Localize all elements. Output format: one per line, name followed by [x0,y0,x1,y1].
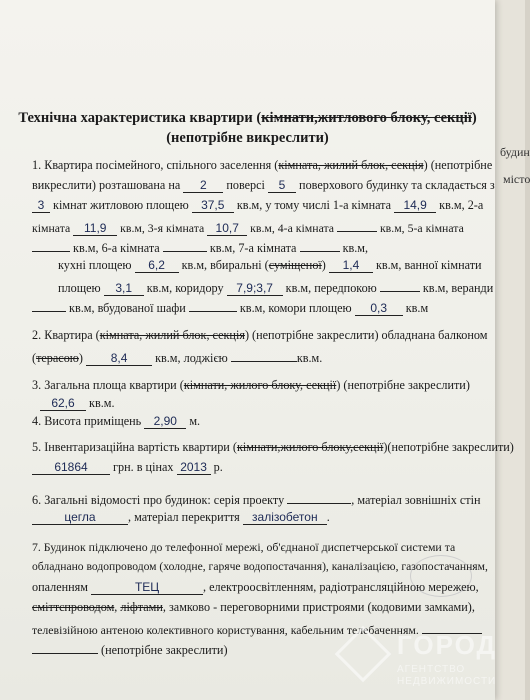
veranda-field [32,298,66,312]
section-7-line-1: 7. Будинок підключено до телефонної мережі, об'єднаної диспетчерської системи та [32,540,456,554]
section-1-line-4: кімната 11,9 кв.м, 3-я кімната 10,7 кв.м, 4-а кімната кв.м, 5-а кімната [32,218,464,236]
section-2-line-1: 2. Квартира (кімната, жилий блок, секція) (непотрібне закреслити) обладнана балконом [32,328,488,342]
faint-stamp [410,555,472,597]
document-title: Технічна характеристика квартири (кімнати,житлового блоку, секції) [18,110,477,126]
section-1-line-1: 1. Квартира посімейного, спільного заселення (кімната, жилий блок, секція) (непотрібне [32,158,493,172]
diamond-logo-icon [335,626,392,683]
section-7-line-4: сміттєпроводом, ліфтами, замково - переговорними пристроями (кодовими замками), [32,600,475,614]
pantry-field: 0,3 [355,302,403,316]
section-7-line-5: телевізійною антеною колективного користування, кабельним телебаченням. [32,620,482,638]
section-7-line-6: (непотрібне закреслити) [32,640,228,658]
section-1-line-5: кв.м, 6-а кімната кв.м, 7-а кімната кв.м, [32,238,368,256]
adjacent-page-text: місто [503,172,530,186]
bathroom-field: 3,1 [104,282,144,296]
living-area-field: 37,5 [192,199,234,213]
height-field: 2,90 [144,415,186,429]
section-1-line-3: 3 кімнат житловою площею 37,5 кв.м, у тому числі 1-а кімната 14,9 кв.м, 2-а [32,198,483,213]
cable-field-2 [32,640,98,654]
section-1-line-6: кухні площею 6,2 кв.м, вбиральні (суміщеної) 1,4 кв.м, ванної кімнати [58,258,482,272]
room-6-field [163,238,207,252]
heating-field: ТЕЦ [91,581,203,595]
adjacent-page-text: будин [500,145,530,159]
section-2-line-2: (терасою) 8,4 кв.м, лоджією кв.м. [32,348,322,366]
series-field [287,490,351,504]
balcony-field: 8,4 [86,352,152,366]
closet-field [189,298,237,312]
section-1-line-8: кв.м, вбудованої шафи кв.м, комори площею 0,3 кв.м [32,298,428,316]
section-5-line-2: 61864 грн. в цінах 2013 р. [32,460,223,475]
rooms-count-field: 3 [32,199,50,213]
year-field: 2013 [177,461,211,475]
section-6-line-1: 6. Загальні відомості про будинок: серія проекту , матеріал зовнішніх стін [32,490,481,508]
floor-field: 2 [183,179,223,193]
walls-field: цегла [32,511,128,525]
section-1-line-7: площею 3,1 кв.м, коридору 7,9;3,7 кв.м, передпокою кв.м, веранди [58,278,493,296]
section-4-line: 4. Висота приміщень 2,90 м. [32,414,201,428]
floors-total-field: 5 [268,179,296,193]
section-3-line-1: 3. Загальна площа квартири (кімнати, жилого блоку, секції) (непотрібне закреслити) [32,378,470,392]
agency-watermark [335,628,498,698]
room-7-field [300,238,340,252]
loggia-field [231,348,297,362]
room-4-field [337,218,377,232]
room-5-field [32,238,70,252]
room-3-field: 10,7 [207,222,247,236]
room-2-field: 11,9 [73,222,117,236]
watermark-title: ГОРОД [397,630,498,660]
corridor-field: 7,9;3,7 [227,282,283,296]
watermark-subtitle: АГЕНТСТВО НЕДВИЖИМОСТИ [397,664,497,687]
section-5-line-1: 5. Інвентаризаційна вартість квартири (кімнати,жилого блоку,секції)(непотрібне закреслити) [32,440,514,454]
section-7-line-3: опаленням ТЕЦ , електроосвітленням, радіотрансляційною мережею, [32,580,479,594]
kitchen-field: 6,2 [135,259,179,273]
section-7-line-2: обладнано водопроводом (холодне, гаряче водопостачання), каналізацією, газопостачанням, [32,560,488,573]
document-subtitle: (непотрібне викреслити) [166,130,329,146]
section-6-line-2: цегла , матеріал перекриття залізобетон . [32,510,330,525]
toilet-field: 1,4 [329,259,373,273]
section-3-line-2: 62,6 кв.м. [40,396,115,411]
ceiling-field: залізобетон [243,511,327,525]
adjacent-page [495,0,525,700]
hallway-field [380,278,420,292]
room-1-field: 14,9 [394,199,436,213]
total-area-field: 62,6 [40,397,86,411]
section-1-line-2: викреслити) розташована на 2 поверсі 5 поверхового будинку та складається з [32,178,495,192]
value-field: 61864 [32,461,110,475]
